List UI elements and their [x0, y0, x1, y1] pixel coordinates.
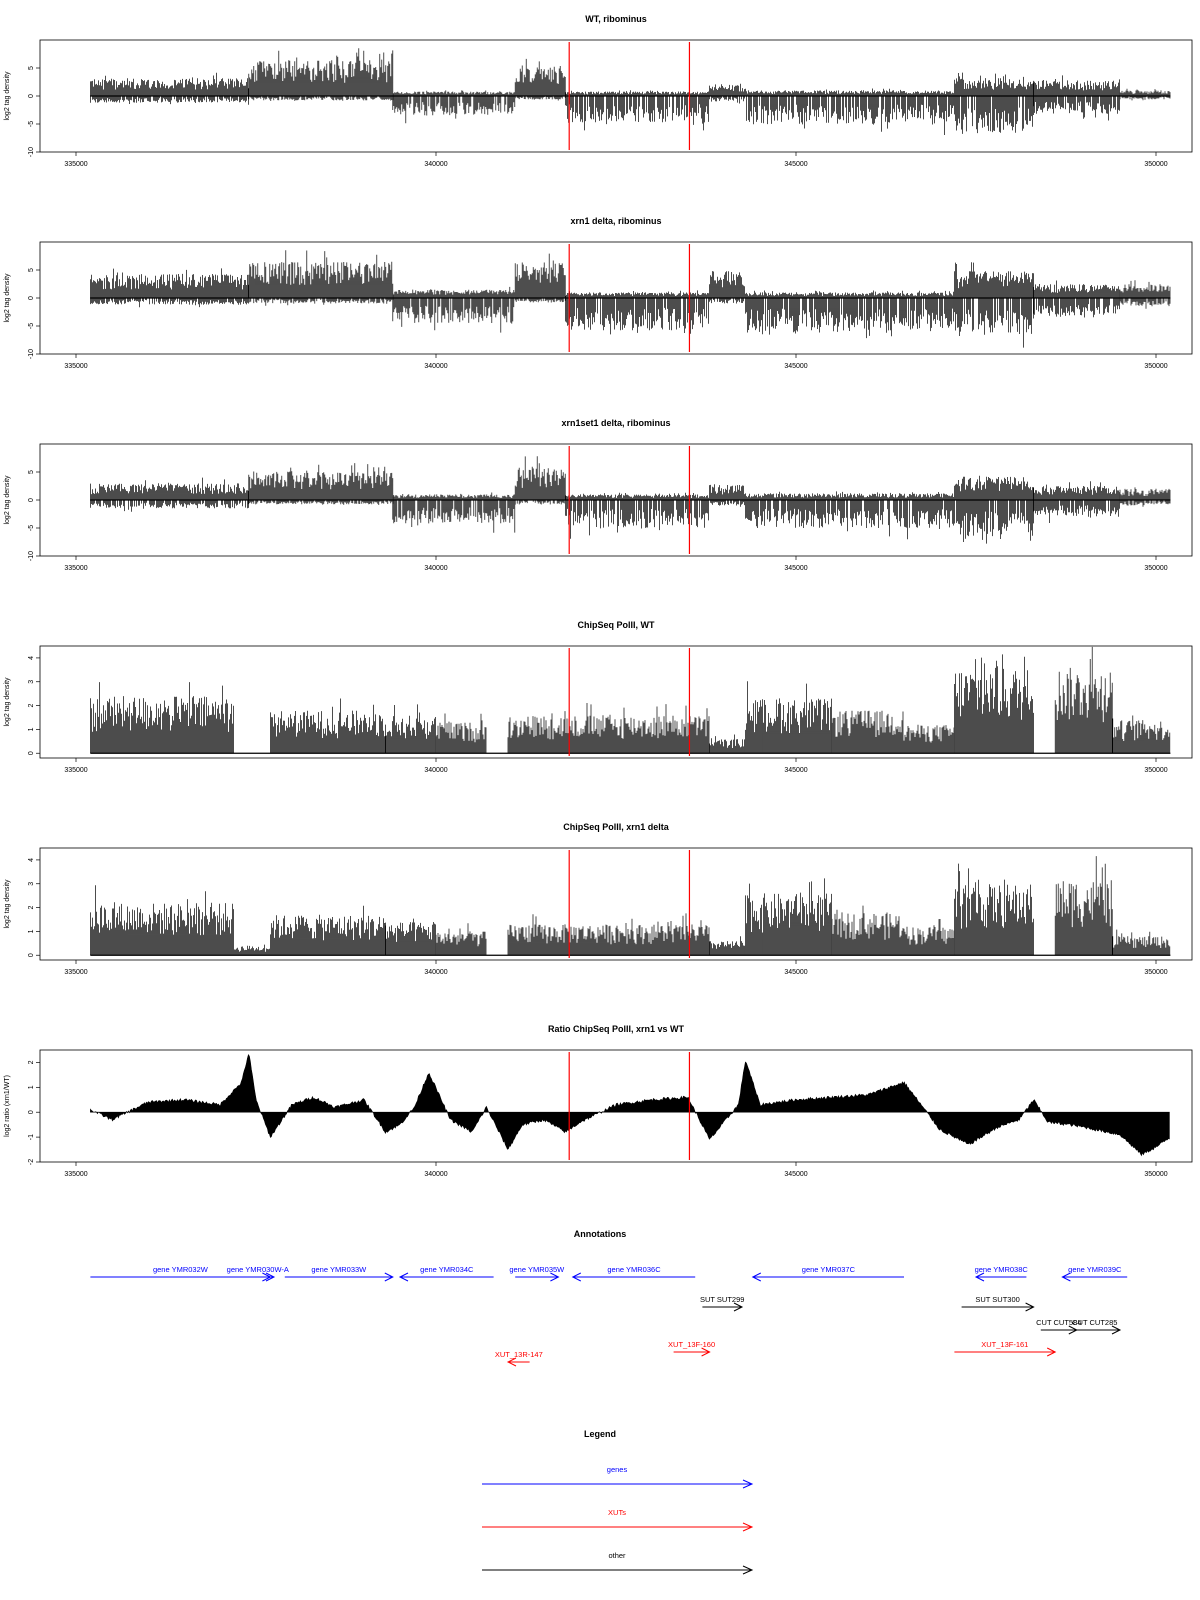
annotation-label: gene YMR039C — [1068, 1265, 1122, 1274]
legend-label: genes — [606, 1465, 628, 1474]
density-bars — [90, 48, 1170, 135]
y-tick-label: 0 — [28, 296, 35, 300]
annotation-label: XUT_13F-160 — [668, 1340, 716, 1349]
track-panel — [4, 216, 1192, 370]
annotation-label: gene YMR035W — [509, 1265, 565, 1274]
density-segment — [1120, 89, 1170, 101]
density-segment — [710, 271, 745, 303]
density-segment — [746, 878, 832, 955]
x-tick-label: 350000 — [1144, 969, 1168, 976]
y-tick-label: 1 — [28, 727, 35, 732]
density-segment — [436, 714, 486, 754]
y-axis-label: log2 tag density — [4, 475, 11, 525]
density-segment — [1120, 487, 1170, 506]
annotation-label: XUT_13R-147 — [494, 1350, 543, 1359]
density-segment — [393, 493, 515, 533]
density-segment — [90, 478, 248, 512]
y-tick-label: 2 — [28, 1060, 35, 1065]
y-tick-label: 1 — [28, 1085, 35, 1090]
x-tick-label: 345000 — [784, 767, 808, 774]
x-tick-label: 345000 — [784, 161, 808, 168]
y-tick-label: 0 — [28, 498, 35, 502]
annotation-feature — [1070, 1318, 1120, 1334]
density-segment — [393, 287, 515, 333]
y-axis-label: log2 ratio (xrn1/WT) — [4, 1075, 11, 1137]
track-panel — [4, 822, 1192, 976]
ratio-area — [90, 1055, 1169, 1156]
x-tick-label: 350000 — [1144, 565, 1168, 572]
density-segment — [1113, 716, 1170, 754]
annotation-feature — [400, 1265, 494, 1281]
x-tick-label: 340000 — [424, 767, 448, 774]
x-tick-label: 335000 — [64, 767, 88, 774]
x-tick-label: 345000 — [784, 363, 808, 370]
track-panels — [4, 14, 1192, 1178]
annotation-label: SUT SUT299 — [699, 1295, 745, 1304]
annotation-feature — [962, 1295, 1034, 1311]
x-tick-label: 345000 — [784, 969, 808, 976]
density-segment — [508, 913, 709, 955]
x-tick-label: 340000 — [424, 363, 448, 370]
density-segment — [710, 735, 745, 754]
annotation-label: gene YMR038C — [974, 1265, 1028, 1274]
density-segment — [710, 484, 745, 506]
legend-item — [482, 1508, 752, 1531]
panel-title: WT, ribominus — [585, 14, 647, 24]
density-segment — [508, 703, 709, 753]
density-segment — [270, 699, 385, 754]
annotation-feature — [227, 1265, 289, 1281]
panel-title: Ratio ChipSeq PolII, xrn1 vs WT — [547, 1024, 685, 1034]
density-bars — [90, 856, 1169, 955]
x-tick-label: 350000 — [1144, 363, 1168, 370]
y-tick-label: 3 — [28, 881, 35, 886]
x-tick-label: 340000 — [424, 1171, 448, 1178]
x-tick-label: 345000 — [784, 1171, 808, 1178]
legend-item — [482, 1465, 752, 1488]
density-segment — [1120, 280, 1170, 309]
density-segment — [1113, 930, 1170, 956]
density-segment — [515, 59, 565, 101]
density-segment — [515, 456, 565, 504]
x-tick-label: 335000 — [64, 565, 88, 572]
annotation-feature — [954, 1340, 1055, 1356]
y-tick-label: 4 — [28, 857, 35, 862]
legend-title: Legend — [583, 1429, 617, 1439]
annotations-title: Annotations — [573, 1229, 627, 1239]
x-tick-label: 335000 — [64, 161, 88, 168]
density-segment — [90, 73, 248, 105]
density-segment — [832, 711, 903, 754]
y-tick-label: 2 — [28, 703, 35, 708]
density-segment — [954, 73, 1033, 134]
density-bars — [90, 647, 1169, 753]
annotation-feature — [1062, 1265, 1127, 1281]
density-segment — [90, 885, 233, 955]
track-panel — [4, 14, 1192, 168]
density-segment — [1055, 647, 1112, 753]
y-tick-label: 3 — [28, 679, 35, 684]
annotation-label: SUT SUT300 — [975, 1295, 1020, 1304]
legend-panel — [482, 1429, 752, 1574]
y-tick-label: -5 — [28, 322, 35, 330]
annotation-label: gene YMR033W — [311, 1265, 367, 1274]
density-segment — [515, 254, 565, 303]
annotation-feature — [668, 1340, 715, 1356]
density-segment — [954, 864, 1033, 956]
x-tick-label: 345000 — [784, 565, 808, 572]
x-tick-label: 350000 — [1144, 1171, 1168, 1178]
density-segment — [1034, 481, 1120, 523]
x-tick-label: 340000 — [424, 969, 448, 976]
y-tick-label: -5 — [28, 524, 35, 532]
y-tick-label: 0 — [28, 953, 35, 958]
density-segment — [234, 945, 269, 956]
x-tick-label: 340000 — [424, 565, 448, 572]
density-segment — [393, 90, 515, 123]
annotation-feature — [509, 1265, 565, 1281]
annotation-label: gene YMR032W — [152, 1265, 208, 1274]
y-tick-label: 0 — [28, 94, 35, 98]
y-tick-label: 5 — [28, 470, 35, 474]
density-segment — [1034, 75, 1120, 120]
y-tick-label: -10 — [28, 550, 35, 562]
y-tick-label: -10 — [28, 348, 35, 360]
annotation-feature — [975, 1265, 1029, 1281]
annotation-feature — [285, 1265, 393, 1281]
y-tick-label: 0 — [28, 751, 35, 756]
y-tick-label: 4 — [28, 655, 35, 660]
y-tick-label: 0 — [28, 1110, 35, 1115]
y-tick-label: 1 — [28, 929, 35, 934]
y-axis-label: log2 tag density — [4, 677, 11, 727]
density-segment — [386, 704, 436, 753]
density-segment — [1055, 856, 1112, 955]
y-tick-label: 2 — [28, 905, 35, 910]
density-segment — [386, 919, 436, 956]
density-segment — [249, 463, 393, 505]
track-panel — [4, 418, 1192, 572]
x-tick-label: 350000 — [1144, 767, 1168, 774]
annotation-label: CUT CUT285 — [1072, 1318, 1118, 1327]
density-segment — [90, 682, 233, 753]
panel-title: xrn1set1 delta, ribominus — [561, 418, 671, 428]
density-segment — [746, 491, 954, 539]
panel-title: ChipSeq PolII, xrn1 delta — [563, 822, 669, 832]
track-panel — [4, 1024, 1192, 1178]
x-tick-label: 340000 — [424, 161, 448, 168]
legend-item — [482, 1551, 752, 1574]
y-tick-label: -5 — [28, 120, 35, 128]
density-segment — [954, 262, 1033, 347]
annotation-label: gene YMR034C — [420, 1265, 474, 1274]
panel-title: xrn1 delta, ribominus — [570, 216, 662, 226]
density-segment — [746, 681, 832, 753]
x-tick-label: 335000 — [64, 969, 88, 976]
annotation-label: gene YMR037C — [801, 1265, 856, 1274]
x-tick-label: 350000 — [1144, 161, 1168, 168]
density-segment — [249, 48, 393, 101]
annotation-feature — [495, 1350, 543, 1366]
y-tick-label: -1 — [28, 1133, 35, 1141]
density-segment — [436, 923, 486, 955]
density-bars — [90, 250, 1170, 347]
y-tick-label: 5 — [28, 268, 35, 272]
panel-title: ChipSeq PolII, WT — [577, 620, 655, 630]
density-segment — [904, 919, 954, 955]
density-segment — [710, 84, 745, 104]
track-panel — [4, 620, 1192, 774]
density-segment — [1034, 281, 1120, 318]
x-tick-label: 335000 — [64, 363, 88, 370]
x-tick-label: 335000 — [64, 1171, 88, 1178]
annotations-panel — [90, 1229, 1127, 1366]
y-axis-label: log2 tag density — [4, 273, 11, 323]
y-tick-label: 5 — [28, 66, 35, 70]
annotation-label: CUT CUT584 — [1036, 1318, 1082, 1327]
density-segment — [566, 290, 709, 334]
density-segment — [270, 906, 385, 956]
annotation-feature — [700, 1295, 744, 1311]
legend-label: XUTs — [608, 1508, 626, 1517]
density-segment — [832, 906, 903, 956]
annotation-label: XUT_13F-161 — [981, 1340, 1029, 1349]
density-segment — [954, 476, 1033, 544]
y-axis-label: log2 tag density — [4, 71, 11, 121]
y-tick-label: -10 — [28, 146, 35, 158]
y-tick-label: -2 — [28, 1158, 35, 1166]
annotation-label: gene YMR036C — [607, 1265, 661, 1274]
legend-label: other — [608, 1551, 626, 1560]
density-segment — [904, 725, 954, 753]
density-segment — [90, 268, 248, 307]
annotation-feature — [573, 1265, 695, 1281]
annotation-feature — [753, 1265, 904, 1281]
annotation-label: gene YMR030W-A — [226, 1265, 289, 1274]
y-axis-label: log2 tag density — [4, 879, 11, 929]
density-segment — [954, 654, 1033, 753]
density-segment — [710, 936, 745, 955]
